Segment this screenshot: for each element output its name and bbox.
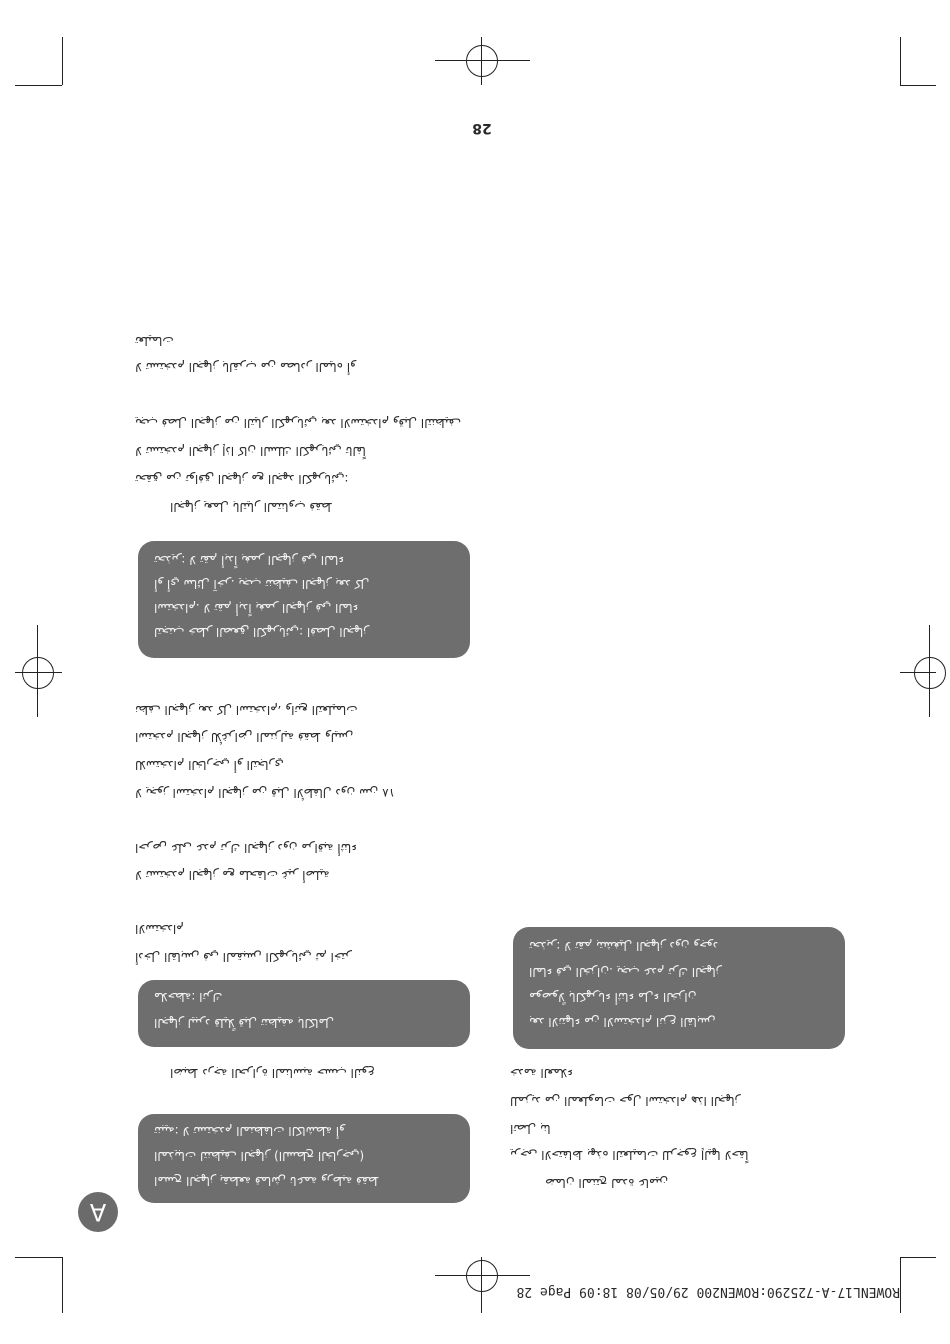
text-line: نظف الجهاز بعد كل استخدام، واتبع التعليمات [135,703,358,717]
section-heading: خدمة العملاء [510,1066,573,1080]
registration-line [37,625,38,717]
registration-mark [466,45,498,77]
crop-mark [900,85,936,86]
crop-mark [62,37,63,85]
text-line: لا تستخدم الجهاز بالقرب من مصادر المياه أو [135,360,356,374]
text-line: اضبط درجة الحرارة المناسبة حسب النوع [170,1066,375,1080]
caution-box [138,1114,470,1203]
registration-line [15,672,62,673]
text-line: احرص على عدم ترك الجهاز دون مراقبة أثناء [135,841,357,855]
print-slug: ROWENL17-A-725290:ROWEN200 29/05/08 18:09 Page 28 [516,1284,900,1299]
registration-mark [22,657,54,689]
crop-mark [900,1257,936,1258]
text-line: للمزيد من المعلومات حول استخدام هذا الجهاز [510,1094,741,1108]
warning-line: الماء في الخزان. يجب عدم ترك الجهاز [529,965,722,979]
registration-line [481,37,482,85]
crop-mark [15,85,62,86]
warning-line: أو أي سائل آخر. يجب تنظيف الجهاز بعد كل [154,577,370,591]
registration-line [929,625,930,717]
caution-line: تنبيه: لا تستخدم المنظفات الكاشطة أو [154,1124,345,1138]
warning-line: تحذير: لا تقم أبداً بغمر الجهاز في الماء [154,553,345,567]
text-line: الجهاز يعمل بالتيار المتناوب فقط [170,500,333,514]
note-line: الجهاز ليبرد قليلاً قبل تنظيفه بالكامل [154,1016,334,1030]
warning-box [513,927,845,1049]
crop-mark [900,37,901,85]
warning-box [138,541,470,658]
registration-mark [914,657,946,689]
text-line: يرجى الاحتفاظ بهذه التعليمات للرجوع إليها لاحقاً [510,1148,749,1162]
registration-line [435,60,530,61]
caution-line: المذيبات لتنظيف الجهاز (السطح الخارجي) [154,1149,365,1163]
note-box [138,980,470,1047]
text-line: لا تستخدم الجهاز إذا كان السلك الكهربائي تالفاً [135,444,366,458]
crop-mark [62,1257,63,1313]
page-number: 28 [472,120,492,136]
text-line: ضمان المنتج لمدة عامين [545,1176,669,1190]
text-line: لا يجوز استخدام الجهاز من قبل الأطفال دون سن ١٨ [135,786,396,800]
text-line: أدخل القابس في المقبس الكهربائي ثم اختر [135,950,352,964]
section-heading: الاستخدام [135,922,184,936]
crop-mark [900,1257,901,1313]
warning-line: بعد الانتهاء من الاستخدام انزع القابس [529,1015,716,1029]
text-line: اتصل بنا [510,1122,551,1136]
warning-line: لتجنب خطر الصعق الكهربائي: افصل الجهاز [154,625,370,639]
warning-line: استخدام. لا تقم أبداً بغمر الجهاز في الماء [154,601,359,615]
text-line: يجب فصل الجهاز من التيار الكهربائي بعد الاستخدام وقبل التنظيف [135,416,461,430]
section-heading: تعليمات [135,334,174,348]
warning-line: موصولاً بالكهرباء أثناء ملء الخزان [529,990,697,1004]
caution-line: امسح الجهاز بقطعة قماش ناعمة ورطبة فقط [154,1174,380,1188]
registration-line [900,672,936,673]
note-line: ملاحظة: اترك [154,990,223,1004]
warning-line: تحذير: لا تقم بتشغيل الجهاز دون وجود [529,939,719,953]
text-line: تحقق من توافق الجهاز مع الجهد الكهربائي: [135,472,349,486]
text-line: لا تستخدم الجهاز مع ملحقات غير أصلية [135,868,330,882]
crop-mark [15,1257,62,1258]
registration-line [435,1275,530,1276]
text-line: استخدم الجهاز للأغراض المنزلية فقط وليس [135,730,354,744]
language-badge: A [78,1192,118,1232]
text-line: للاستخدام الخارجي أو التجاري [135,758,284,772]
